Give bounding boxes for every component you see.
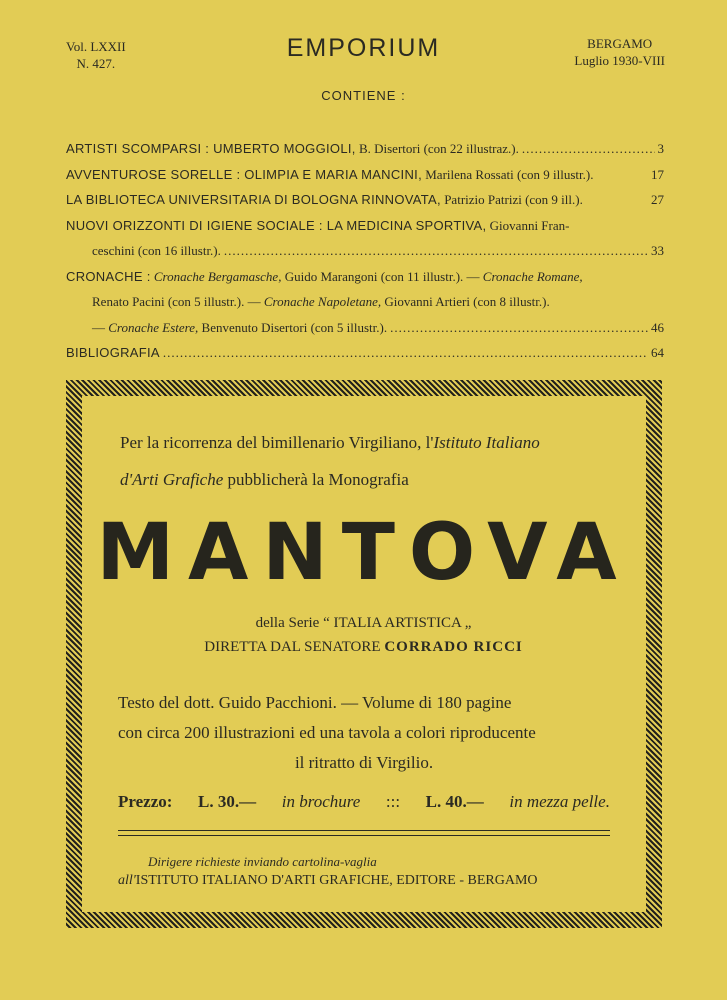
toc-entry-title: ARTISTI SCOMPARSI : UMBERTO MOGGIOLI, xyxy=(66,141,356,156)
toc-entry-author: ceschini (con 16 illustr.). xyxy=(92,243,221,258)
toc-entry xyxy=(66,162,664,188)
toc-entry-author: B. Disertori (con 22 illustraz.). xyxy=(355,141,519,156)
dot-leader xyxy=(163,340,648,366)
divider xyxy=(118,835,610,836)
toc-entry-author: Giovanni Fran- xyxy=(486,217,570,233)
price-leather-note: in mezza pelle. xyxy=(509,792,610,811)
ordering-prefix: all' xyxy=(118,873,136,888)
toc-entry-page: 46 xyxy=(651,319,664,335)
toc-entry xyxy=(66,340,664,366)
price-leather: L. 40.— xyxy=(425,792,484,811)
price-brochure: L. 30.— xyxy=(198,792,257,811)
series-director: CORRADO RICCI xyxy=(384,639,523,655)
series-name: della Serie “ ITALIA ARTISTICA „ xyxy=(255,615,472,631)
toc-entry-continuation xyxy=(66,238,664,264)
cronache-title: Cronache Estere, xyxy=(108,319,199,335)
cronache-title: Cronache Napoletane, xyxy=(263,294,382,309)
toc-entry-title: NUOVI ORIZZONTI DI IGIENE SOCIALE : LA MEDICINA SPORTIVA, xyxy=(66,217,487,233)
price-separator: ::: xyxy=(385,792,401,811)
dot-leader xyxy=(224,238,648,264)
publication-date: Luglio 1930-VIII xyxy=(574,53,665,68)
ad-intro-text: pubblicherà la Monografia xyxy=(223,470,409,489)
table-of-contents xyxy=(66,136,664,366)
advertisement-headline: MANTOVA xyxy=(96,508,631,598)
toc-entry xyxy=(66,136,664,162)
series-direction: DIRETTA DAL SENATORE xyxy=(204,639,385,655)
divider xyxy=(118,830,610,831)
description-line: il ritratto di Virgilio. xyxy=(294,753,434,772)
ad-intro-text: Per la ricorrenza del bimillenario Virgiliano, l' xyxy=(120,433,434,452)
cronache-author: Guido Marangoni (con 11 illustr.). — xyxy=(281,268,480,284)
price-line xyxy=(118,792,610,812)
toc-entry-page: 3 xyxy=(657,141,664,156)
ordering-instruction: Dirigere richieste inviando cartolina-vaglia xyxy=(148,854,377,869)
ad-publisher-name: d'Arti Grafiche xyxy=(120,470,224,489)
toc-entry-author: Patrizio Patrizi (con 9 ill.). xyxy=(440,192,583,207)
dot-leader xyxy=(390,315,648,341)
contents-heading: CONTIENE : xyxy=(321,88,406,103)
toc-entry xyxy=(66,213,664,239)
publication-city: BERGAMO xyxy=(587,36,653,51)
price-label: Prezzo: xyxy=(118,792,173,811)
toc-entry-page: 17 xyxy=(651,166,664,182)
toc-cronache xyxy=(66,264,664,290)
toc-entry-title: BIBLIOGRAFIA xyxy=(66,345,160,360)
toc-entry-title: AVVENTUROSE SORELLE : OLIMPIA E MARIA MANCINI, xyxy=(66,166,422,182)
toc-entry-title: LA BIBLIOTECA UNIVERSITARIA DI BOLOGNA RINNOVATA, xyxy=(66,192,441,207)
toc-entry xyxy=(66,187,664,213)
advertisement-intro xyxy=(120,424,620,498)
volume-number: Vol. LXXII xyxy=(66,39,126,54)
toc-entry-page: 64 xyxy=(651,345,664,360)
magazine-title: EMPORIUM xyxy=(286,34,441,62)
ad-publisher-name: Istituto Italiano xyxy=(433,433,540,452)
series-info xyxy=(0,611,727,659)
toc-cronache-line xyxy=(66,289,664,315)
toc-cronache-line: — Cronache Estere, Benvenuto Disertori (con 5 illustr.). ..... 46 xyxy=(66,315,664,341)
cronache-title: Cronache Romane, xyxy=(482,268,583,284)
toc-entry-author: Marilena Rossati (con 9 illustr.). xyxy=(421,166,594,182)
toc-entry-title: CRONACHE : xyxy=(66,268,151,284)
issue-number: N. 427. xyxy=(76,56,116,71)
cronache-author: Benvenuto Disertori (con 5 illustr.). xyxy=(198,319,388,335)
dot-leader xyxy=(522,136,655,162)
cronache-title: Cronache Bergamasche, xyxy=(153,268,282,284)
toc-entry-page: 27 xyxy=(651,192,664,207)
volume-description xyxy=(118,688,610,778)
toc-entry-page: 33 xyxy=(651,243,664,258)
cronache-author: Renato Pacini (con 5 illustr.). — xyxy=(92,294,261,309)
ordering-address: ISTITUTO ITALIANO D'ARTI GRAFICHE, EDITORE - BERGAMO xyxy=(135,873,538,888)
price-brochure-note: in brochure xyxy=(281,792,361,811)
description-line: Testo del dott. Guido Pacchioni. — Volume di 180 pagine xyxy=(118,693,512,712)
publication-info xyxy=(574,35,665,69)
cronache-author: Giovanni Artieri (con 8 illustr.). xyxy=(381,294,550,309)
ordering-info xyxy=(118,852,610,890)
description-line: con circa 200 illustrazioni ed una tavola a colori riproducente xyxy=(118,723,536,742)
